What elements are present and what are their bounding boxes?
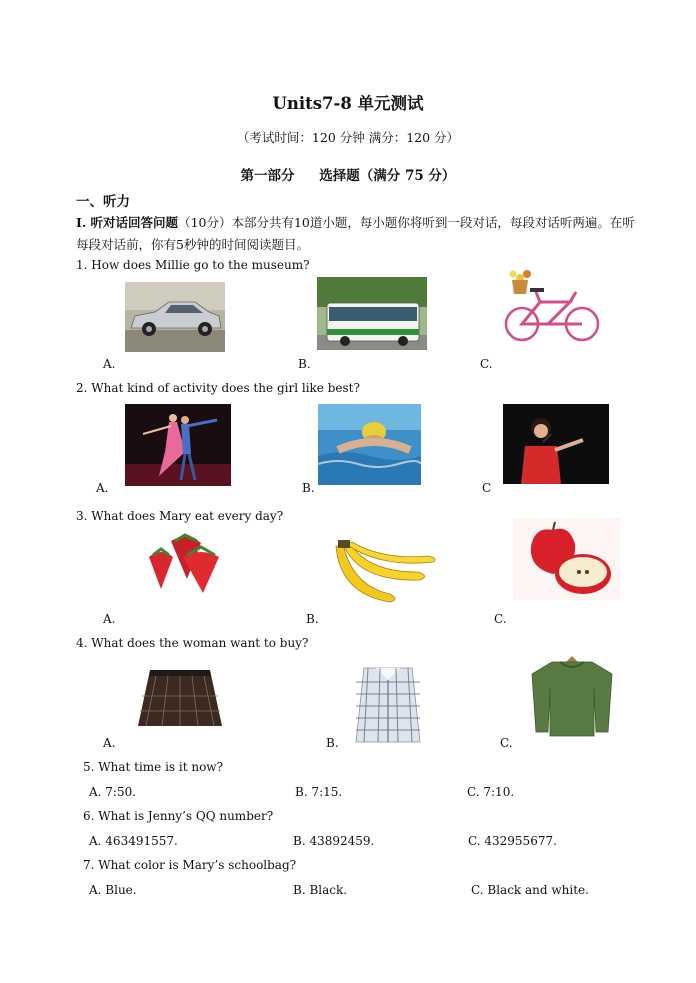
q4-option-c: C. (500, 736, 513, 750)
section-instruction (76, 212, 636, 256)
q2-option-c: C (482, 481, 492, 495)
q7-option-b: B. Black. (293, 883, 348, 897)
instruction-bold: I. 听对话回答问题 (76, 215, 179, 230)
q6-option-b: B. 43892459. (293, 834, 375, 848)
apple-image (513, 518, 620, 600)
car-image (125, 282, 225, 352)
q3-option-a: A. (103, 612, 116, 626)
question-4: 4. What does the woman want to buy? (76, 636, 309, 650)
page-title: Units7-8 单元测试 (272, 94, 424, 113)
q1-option-a: A. (103, 357, 116, 371)
shirt-image (350, 662, 426, 747)
exam-info: （考试时间：120 分钟 满分：120 分） (236, 130, 460, 145)
swimming-image (318, 404, 421, 485)
q3-option-c: C. (494, 612, 507, 626)
bus-image (317, 277, 427, 350)
bicycle-image (500, 266, 604, 344)
q4-option-b: B. (326, 736, 339, 750)
section-heading: 一、听力 (76, 194, 130, 210)
q3-option-b: B. (306, 612, 319, 626)
question-7: 7. What color is Mary’s schoolbag? (83, 858, 297, 872)
banana-image (330, 538, 438, 606)
part-name: 选择题（满分 75 分） (319, 168, 456, 184)
question-1: 1. How does Millie go to the museum? (76, 258, 310, 272)
part-heading (0, 164, 696, 184)
strawberry-image (131, 527, 227, 597)
q6-option-a: A. 463491557. (89, 834, 178, 848)
q5-option-b: B. 7:15. (295, 785, 343, 799)
q2-option-a: A. (96, 481, 109, 495)
skirt-image (136, 666, 224, 736)
q1-option-b: B. (298, 357, 311, 371)
q4-option-a: A. (103, 736, 116, 750)
part-label: 第一部分 (240, 168, 295, 184)
q7-option-a: A. Blue. (89, 883, 137, 897)
question-2: 2. What kind of activity does the girl like best? (76, 381, 360, 395)
singing-image (503, 404, 609, 484)
instruction-text: （10分）本部分共有10道小题，每小题你将听到一段对话，每段对话听两遍。在听每段对话前，你有5秒钟的时间阅读题目。 (76, 215, 635, 252)
q5-option-a: A. 7:50. (89, 785, 137, 799)
dancing-image (125, 404, 231, 486)
q6-option-c: C. 432955677. (468, 834, 557, 848)
question-6: 6. What is Jenny’s QQ number? (83, 809, 274, 823)
sweater-image (526, 654, 618, 740)
question-5: 5. What time is it now? (83, 760, 224, 774)
q7-option-c: C. Black and white. (471, 883, 589, 897)
q1-option-c: C. (480, 357, 493, 371)
q5-option-c: C. 7:10. (467, 785, 515, 799)
q2-option-b: B. (302, 481, 315, 495)
question-3: 3. What does Mary eat every day? (76, 509, 284, 523)
